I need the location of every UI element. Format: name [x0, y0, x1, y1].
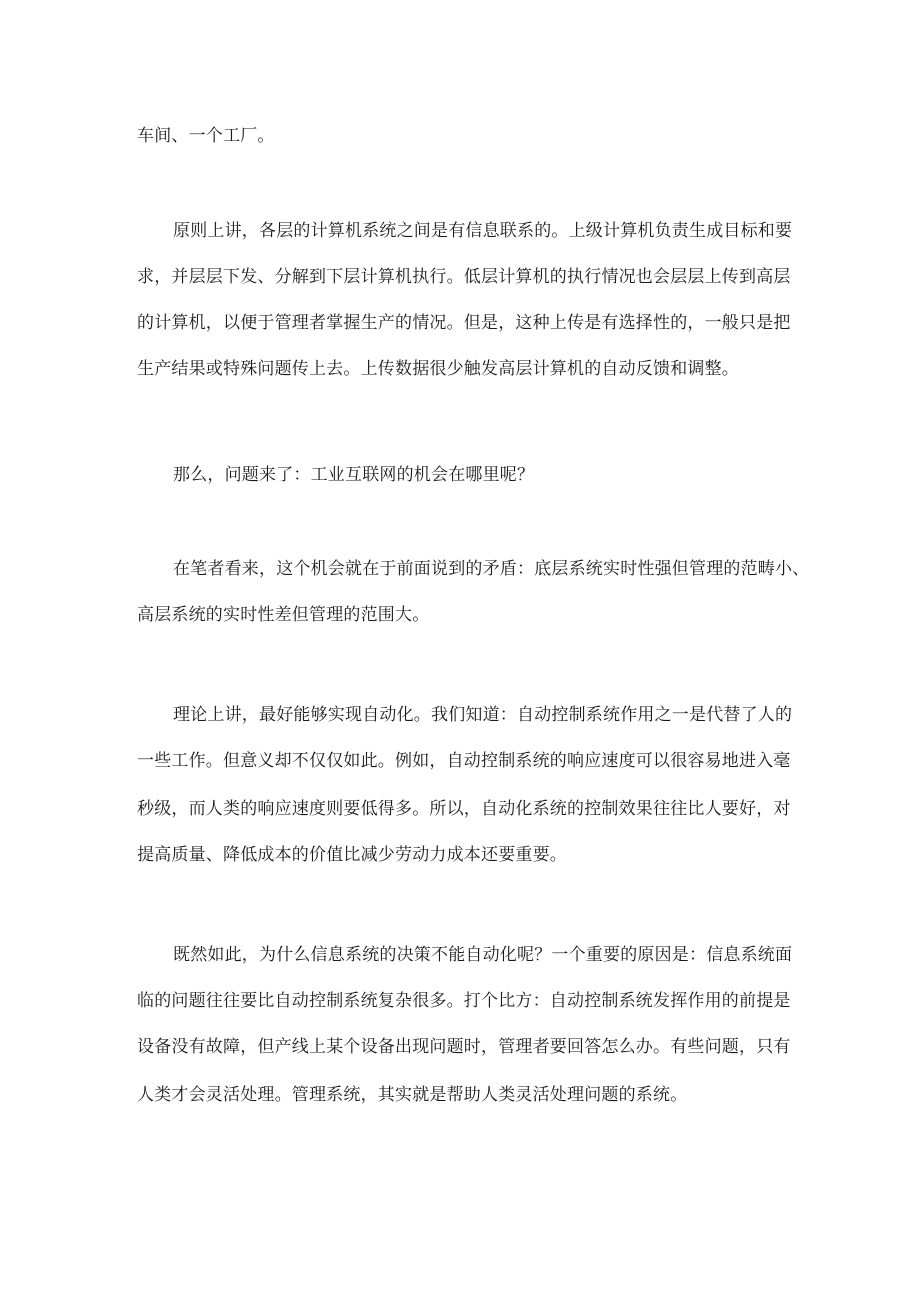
paragraph-4-line-1: 在笔者看来，这个机会就在于前面说到的矛盾：底层系统实时性强但管理的范畴小、 — [173, 559, 810, 579]
paragraph-2-line-4: 生产结果或特殊问题传上去。上传数据很少触发高层计算机的自动反馈和调整。 — [137, 359, 739, 379]
paragraph-1-line-1: 车间、一个工厂。 — [137, 126, 275, 146]
paragraph-4-line-2: 高层系统的实时性差但管理的范围大。 — [137, 605, 430, 625]
paragraph-5-line-2: 一些工作。但意义却不仅仅如此。例如，自动控制系统的响应速度可以很容易地进入毫 — [137, 751, 791, 771]
paragraph-6-line-4: 人类才会灵活处理。管理系统，其实就是帮助人类灵活处理问题的系统。 — [137, 1085, 688, 1105]
paragraph-6-line-2: 临的问题往往要比自动控制系统复杂很多。打个比方：自动控制系统发挥作用的前提是 — [137, 991, 791, 1011]
paragraph-2-line-1: 原则上讲，各层的计算机系统之间是有信息联系的。上级计算机负责生成目标和要 — [173, 221, 793, 241]
paragraph-2-line-2: 求，并层层下发、分解到下层计算机执行。低层计算机的执行情况也会层层上传到高层 — [137, 267, 791, 287]
paragraph-5-line-4: 提高质量、降低成本的价值比减少劳动力成本还要重要。 — [137, 845, 567, 865]
paragraph-6-line-1: 既然如此，为什么信息系统的决策不能自动化呢？一个重要的原因是：信息系统面 — [173, 945, 793, 965]
paragraph-5-line-1: 理论上讲，最好能够实现自动化。我们知道：自动控制系统作用之一是代替了人的 — [173, 705, 793, 725]
paragraph-3-line-1: 那么，问题来了：工业互联网的机会在哪里呢？ — [173, 465, 535, 485]
paragraph-2-line-3: 的计算机，以便于管理者掌握生产的情况。但是，这种上传是有选择性的，一般只是把 — [137, 313, 791, 333]
paragraph-6-line-3: 设备没有故障，但产线上某个设备出现问题时，管理者要回答怎么办。有些问题，只有 — [137, 1037, 791, 1057]
paragraph-5-line-3: 秒级，而人类的响应速度则要低得多。所以，自动化系统的控制效果往往比人要好，对 — [137, 799, 791, 819]
